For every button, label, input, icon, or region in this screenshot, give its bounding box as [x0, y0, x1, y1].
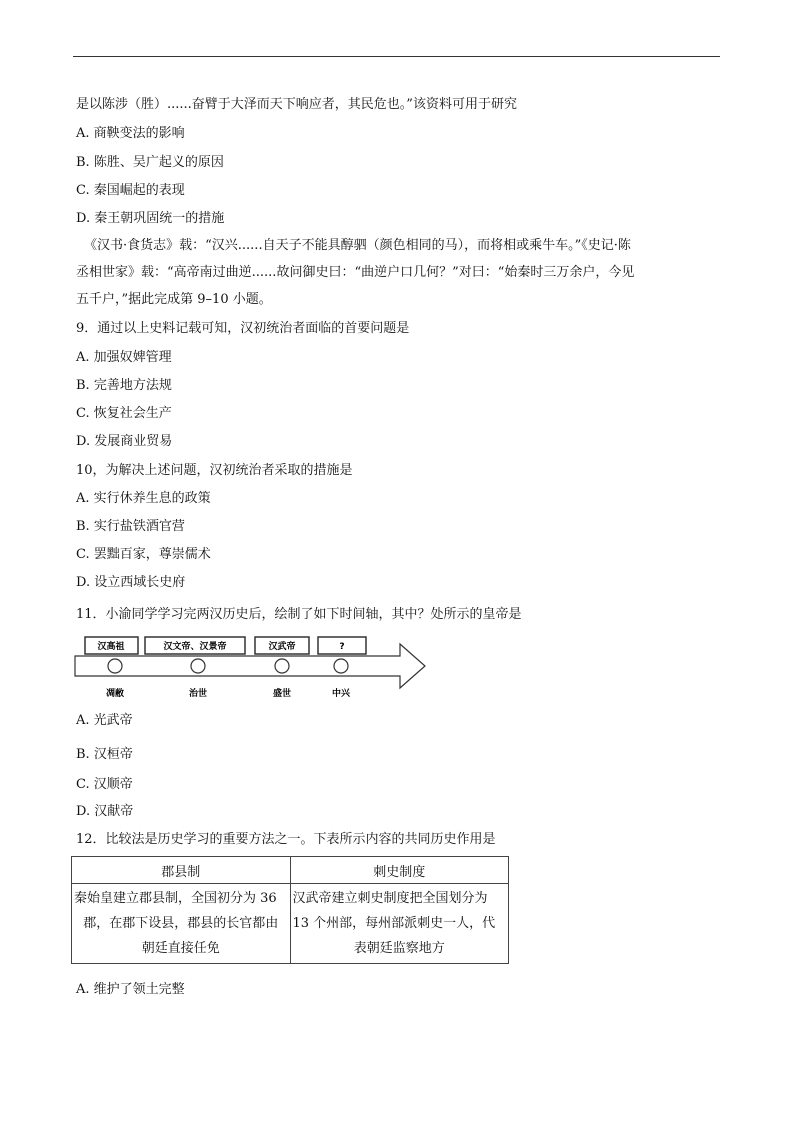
- timeline-figure: [70, 633, 430, 703]
- cell-line: 朝廷直接任免: [141, 941, 220, 956]
- table-header-cell: 郡县制: [72, 857, 291, 884]
- header-rule: [73, 56, 720, 57]
- q9-option-c: C. 恢复社会生产: [76, 406, 172, 421]
- q10-option-d: D. 设立西域长史府: [76, 575, 186, 590]
- q9-stem: 9．通过以上史料记载可知，汉初统治者面临的首要问题是: [76, 321, 410, 336]
- q10-option-b: B. 实行盐铁酒官营: [76, 519, 185, 534]
- table-row: [72, 884, 509, 964]
- option-d: D. 秦王朝巩固统一的措施: [76, 211, 225, 226]
- q9-option-b: B. 完善地方法规: [76, 378, 172, 393]
- q11-option-b: B. 汉桓帝: [76, 747, 133, 762]
- cell-line: 郡，在郡下设县，郡县的长官都由: [83, 916, 279, 931]
- q11-stem: 11．小渝同学学习完两汉历史后，绘制了如下时间轴，其中？处所示的皇帝是: [76, 607, 522, 622]
- timeline-box-label: ?: [339, 642, 345, 652]
- q11-option-c: C. 汉顺帝: [76, 777, 133, 792]
- timeline-box-label: 汉文帝、汉景帝: [163, 642, 227, 652]
- timeline-period-label: 凋敝: [105, 689, 125, 699]
- cell-line: 汉武帝建立刺史制度把全国划分为: [292, 891, 488, 906]
- passage-line-3: 五千户，”据此完成第 9–10 小题。: [76, 292, 272, 307]
- timeline-period-label: 中兴: [331, 689, 351, 699]
- option-a: A. 商鞅变法的影响: [76, 126, 185, 141]
- passage-line-1: 《汉书·食货志》载：“汉兴......自天子不能具醇驷（颜色相同的马），而将相或乘牛车。”《史记·陈: [84, 238, 631, 253]
- q11-option-d: D. 汉献帝: [76, 804, 134, 819]
- q9-option-a: A. 加强奴婢管理: [76, 350, 172, 365]
- q10-option-a: A. 实行休养生息的政策: [76, 491, 211, 506]
- cell-line: 13 个州部，每州部派刺史一人，代: [292, 916, 496, 931]
- cell-line: 表朝廷监察地方: [353, 941, 445, 956]
- q9-option-d: D. 发展商业贸易: [76, 434, 173, 449]
- timeline-box-label: 汉高祖: [97, 642, 125, 652]
- cell-line: 秦始皇建立郡县制，全国初分为 36: [74, 891, 277, 906]
- timeline-node: [108, 659, 122, 673]
- passage-line-2: 丞相世家》载：“高帝南过曲逆......故问御史曰：“曲逆户口几何？”对曰：“始秦时三万余户，今见: [76, 265, 635, 280]
- timeline-node: [334, 659, 348, 673]
- comparison-table: [71, 856, 509, 964]
- table-cell-junxian: [72, 884, 291, 964]
- q11-option-a: A. 光武帝: [76, 713, 133, 728]
- q12-stem: 12．比较法是历史学习的重要方法之一。下表所示内容的共同历史作用是: [76, 832, 496, 847]
- timeline-node: [275, 659, 289, 673]
- option-b: B. 陈胜、吴广起义的原因: [76, 155, 224, 170]
- timeline-node: [191, 659, 205, 673]
- table-header-row: [72, 857, 509, 884]
- timeline-period-label: 盛世: [272, 689, 292, 699]
- timeline-box-label: 汉武帝: [268, 642, 296, 652]
- q10-option-c: C. 罢黜百家，尊崇儒术: [76, 547, 211, 562]
- q12-option-a: A. 维护了领土完整: [76, 982, 185, 997]
- question-stem-tail: 是以陈涉（胜）......奋臂于大泽而天下响应者，其民危也。”该资料可用于研究: [76, 97, 517, 112]
- table-header-cell: 刺史制度: [290, 857, 509, 884]
- timeline-period-label: 治世: [188, 689, 208, 699]
- table-cell-cishi: [290, 884, 509, 964]
- q10-stem: 10，为解决上述问题，汉初统治者采取的措施是: [76, 463, 353, 478]
- option-c: C. 秦国崛起的表现: [76, 183, 185, 198]
